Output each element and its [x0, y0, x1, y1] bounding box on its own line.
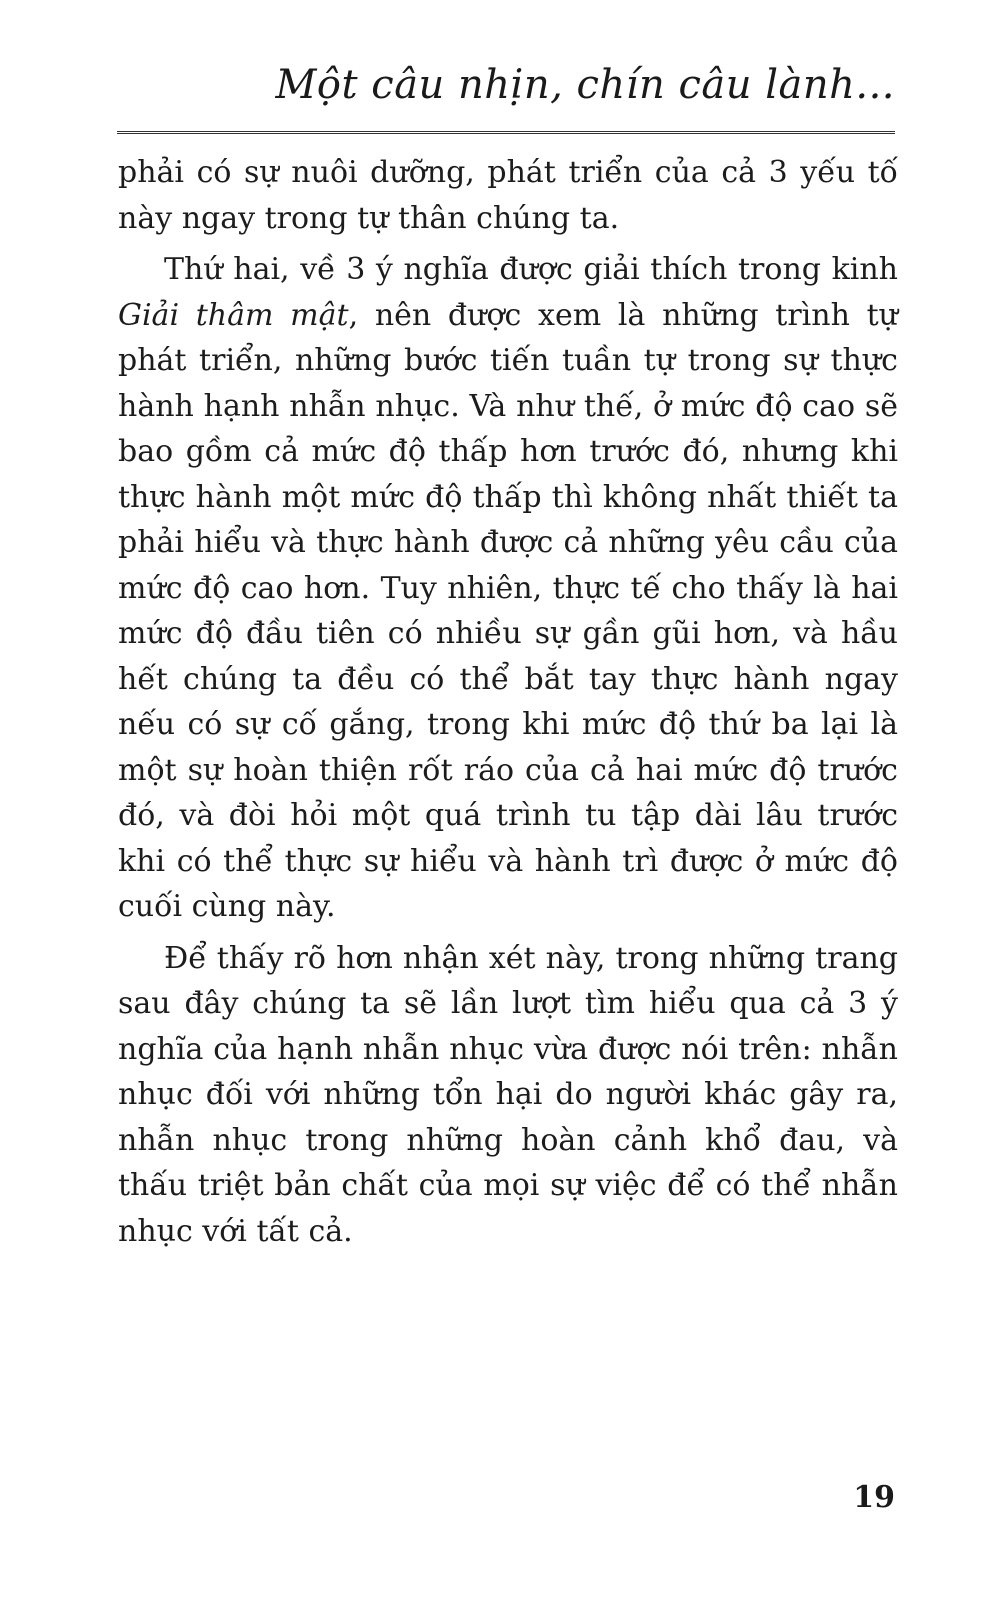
page-body: [118, 150, 898, 1260]
header-divider: [117, 131, 895, 134]
running-header-title: Một câu nhịn, chín câu lành...: [275, 62, 895, 108]
paragraph-2-text-b: , nên được xem là những trình tự phát triển, những bước tiến tuần tự trong sự thực hành hạnh nhẫn nhục. Và như thế, ở mức độ cao sẽ bao gồm cả mức độ thấp hơn trước đó, nhưng khi thực hành một mức độ thấp thì không nhất thiết ta phải hiểu và thực hành được cả những yêu cầu của mức độ cao hơn. Tuy nhiên, thực tế cho thấy là hai mức độ đầu tiên có nhiều sự gần gũi hơn, và hầu hết chúng ta đều có thể bắt tay thực hành ngay nếu có sự cố gắng, trong khi mức độ thứ ba lại là một sự hoàn thiện rốt ráo của cả hai mức độ trước đó, và đòi hỏi một quá trình tu tập dài lâu trước khi có thể thực sự hiểu và hành trì được ở mức độ cuối cùng này.: [118, 297, 898, 924]
page-number: 19: [853, 1480, 895, 1515]
paragraph-2-text-a: Thứ hai, về 3 ý nghĩa được giải thích trong kinh: [164, 252, 898, 287]
paragraph-2: [118, 247, 898, 930]
sutra-title: Giải thâm mật: [118, 297, 349, 333]
paragraph-3: Để thấy rõ hơn nhận xét này, trong những trang sau đây chúng ta sẽ lần lượt tìm hiểu qua cả 3 ý nghĩa của hạnh nhẫn nhục vừa được nói trên: nhẫn nhục đối với những tổn hại do người khác gây ra, nhẫn nhục trong những hoàn cảnh khổ đau, và thấu triệt bản chất của mọi sự việc để có thể nhẫn nhục với tất cả.: [118, 940, 898, 1249]
paragraph-1: phải có sự nuôi dưỡng, phát triển của cả 3 yếu tố này ngay trong tự thân chúng ta.: [118, 155, 898, 236]
